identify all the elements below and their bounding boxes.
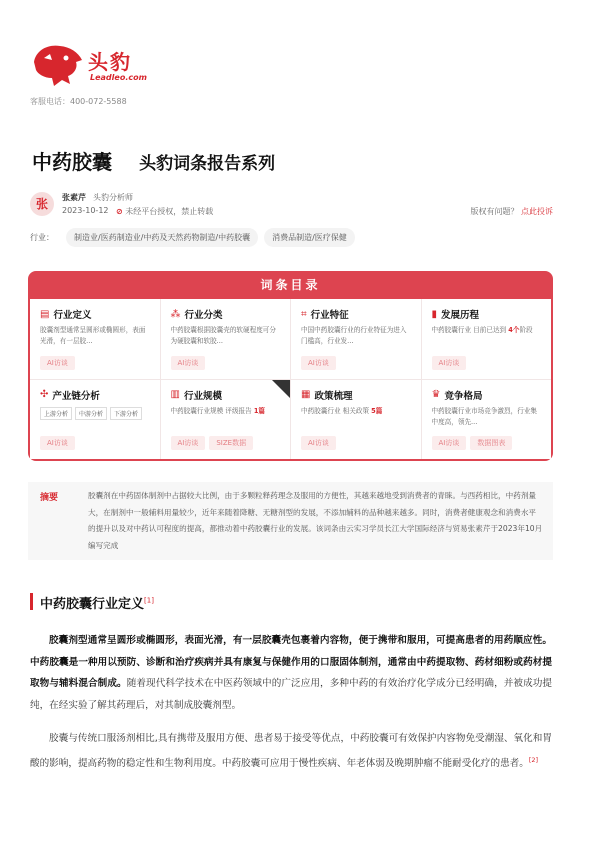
catalog-item-classification[interactable] bbox=[161, 299, 291, 379]
desc-text: 中药胶囊行业 目前已达到 bbox=[431, 326, 507, 334]
catalog-item-definition[interactable] bbox=[30, 299, 160, 379]
catalog-item-title: 发展历程 bbox=[441, 310, 480, 321]
catalog-item-history[interactable] bbox=[422, 299, 552, 379]
catalog-item-title: 行业定义 bbox=[53, 310, 92, 321]
size-data-tag[interactable]: SIZE数据 bbox=[209, 436, 253, 450]
ban-icon: ⊘ bbox=[116, 207, 123, 216]
catalog-item-desc: 中国中药胶囊行业的行业特征为进入门槛高，行业发... bbox=[301, 326, 407, 345]
catalog-item-title: 竞争格局 bbox=[444, 390, 483, 402]
catalog-grid bbox=[30, 299, 551, 459]
section-marker bbox=[30, 593, 33, 610]
desc-highlight: 4个 bbox=[508, 326, 520, 334]
desc-text: 中药胶囊行业规模 评级报告 bbox=[170, 406, 252, 415]
paragraph-text: 胶囊与传统口服汤剂相比,具有携带及服用方便、患者易于接受等优点，中药胶囊可有效保护内容物免受潮湿、氧化和胃酸的影响，提高药物的稳定性和生物利用度。中药胶囊可应用于慢性疾病、年老体弱及晚期肿瘤不能耐受化疗的患者。 bbox=[30, 733, 552, 769]
catalog-item-desc: 中药胶囊行业市场竞争激烈，行业集中度高，领先... bbox=[431, 406, 537, 426]
industry-tags bbox=[30, 228, 355, 247]
copy-notice bbox=[116, 206, 213, 217]
catalog-item-scale[interactable] bbox=[161, 380, 291, 460]
policy-icon: ▦ bbox=[301, 389, 311, 400]
catalog-item-desc: 中药胶囊根据胶囊壳的软硬程度可分为硬胶囊和软胶... bbox=[170, 326, 276, 345]
catalog-item-feature[interactable] bbox=[291, 299, 421, 379]
catalog-header bbox=[28, 271, 553, 299]
report-title: 中药胶囊 bbox=[32, 150, 112, 174]
catalog-item-desc bbox=[432, 325, 542, 347]
ai-interview-tag[interactable]: AI访谈 bbox=[171, 436, 206, 450]
corner-badge-icon bbox=[272, 380, 290, 398]
advantage-paragraph bbox=[30, 728, 552, 774]
ai-interview-tag[interactable]: AI访谈 bbox=[432, 356, 467, 370]
leopard-logo-icon bbox=[30, 40, 86, 88]
chain-icon: ✣ bbox=[40, 389, 49, 400]
catalog-panel bbox=[28, 271, 553, 461]
ai-interview-tag[interactable]: AI访谈 bbox=[40, 436, 75, 450]
ai-interview-tag[interactable]: AI访谈 bbox=[432, 436, 467, 450]
complaint-link[interactable]: 点此投诉 bbox=[521, 207, 553, 216]
ai-interview-tag[interactable]: AI访谈 bbox=[301, 436, 336, 450]
report-series: 头豹词条报告系列 bbox=[139, 154, 276, 174]
classify-icon: ⁂ bbox=[170, 308, 181, 320]
desc-highlight: 1篇 bbox=[253, 406, 266, 415]
competition-icon: ♛ bbox=[431, 389, 441, 400]
industry-tag[interactable]: 制造业/医药制造业/中药及天然药物制造/中药胶囊 bbox=[66, 228, 258, 247]
section-title bbox=[40, 593, 154, 612]
history-icon: ▮ bbox=[431, 308, 438, 320]
industry-tag[interactable]: 消费品制造/医疗保健 bbox=[264, 228, 355, 247]
desc-text: 阶段 bbox=[519, 326, 533, 334]
ai-interview-tag[interactable]: AI访谈 bbox=[171, 356, 206, 370]
author-name: 张素芹 bbox=[62, 193, 86, 202]
abstract-box bbox=[28, 482, 553, 560]
catalog-title: 词条目录 bbox=[260, 278, 321, 292]
catalog-item-title: 行业分类 bbox=[184, 310, 223, 321]
catalog-item-policy[interactable] bbox=[291, 380, 421, 460]
reference-link[interactable]: [2] bbox=[528, 755, 539, 764]
catalog-item-competition[interactable] bbox=[422, 380, 552, 460]
page-title bbox=[32, 146, 275, 175]
document-icon: ▤ bbox=[40, 308, 50, 320]
brand-name: 头豹 bbox=[88, 50, 132, 74]
author-role: 头豹分析师 bbox=[93, 193, 133, 202]
desc-highlight: 5篇 bbox=[371, 406, 383, 415]
scale-icon: ▥ bbox=[170, 389, 180, 400]
industry-label: 行业： bbox=[30, 233, 54, 242]
copy-notice-text: 未经平台授权，禁止转载 bbox=[125, 207, 214, 216]
upstream-tag[interactable]: 上游分析 bbox=[40, 407, 72, 420]
copyright-question bbox=[470, 206, 553, 217]
catalog-item-title: 行业特征 bbox=[310, 310, 349, 321]
brand-domain: Leadleo.com bbox=[90, 73, 147, 82]
publish-date: 2023-10-12 bbox=[62, 206, 109, 215]
downstream-tag[interactable]: 下游分析 bbox=[110, 407, 142, 420]
definition-paragraph bbox=[30, 630, 552, 716]
service-phone: 客服电话：400-072-5588 bbox=[30, 97, 127, 106]
catalog-item-title: 政策梳理 bbox=[314, 390, 353, 402]
ai-interview-tag[interactable]: AI访谈 bbox=[40, 356, 75, 370]
feature-icon: ⌗ bbox=[301, 308, 307, 320]
catalog-item-desc: 胶囊剂型通常呈圆形或椭圆形，表面光滑，有一层胶... bbox=[40, 326, 146, 345]
midstream-tag[interactable]: 中游分析 bbox=[75, 407, 107, 420]
paragraph-bold-text: 胶囊剂型通常呈圆形或椭圆形，表面光滑，有一层胶囊壳包裹着内容物，便于携带和服用，可提高患者的用药顺应性。中药胶囊是一种用以预防、诊断和治疗疾病并具有康复与保健作用的口服固体制剂，通常由中药提取物、药材细粉或药材提取物与辅料混合制成。 bbox=[30, 635, 552, 689]
catalog-item-title: 产业链分析 bbox=[52, 390, 100, 402]
leadleo-logo bbox=[30, 40, 160, 90]
desc-text: 中药胶囊行业 相关政策 bbox=[301, 406, 370, 415]
catalog-item-desc bbox=[301, 406, 411, 428]
paragraph-text: 随着现代科学技术在中医药领域中的广泛应用，多种中药的有效治疗化学成分已经明确，并被成功提纯，在经实验了解其药理后，对其制成胶囊剂型。 bbox=[30, 678, 553, 711]
abstract-text: 胶囊剂在中药固体制剂中占据较大比例，由于多颗粒释药理念及服用的方便性，其越来越地受到消费者的青睐。与西药相比，中药剂量大，在制剂中一般辅料用量较少，近年来随着降糖、无糖剂型的发展，不添加辅料的品种越来越多。同时，消费者健康观念和消费水平的提升以及对中药认可程度的提高，都推动着中药胶囊行业的发展。该词条由云实习学员长江大学国际经济与贸易张素芹于2023年10月编写完成 bbox=[88, 491, 543, 550]
section-title-text: 中药胶囊行业定义 bbox=[40, 597, 145, 612]
chart-data-tag[interactable]: 数据图表 bbox=[470, 436, 512, 450]
copyright-question-text: 版权有问题？ bbox=[470, 207, 519, 216]
avatar: 张 bbox=[30, 192, 54, 216]
catalog-item-desc bbox=[171, 406, 281, 428]
abstract-label: 摘要 bbox=[40, 493, 59, 503]
catalog-item-chain[interactable] bbox=[30, 380, 160, 460]
ai-interview-tag[interactable]: AI访谈 bbox=[301, 356, 336, 370]
catalog-item-title: 行业规模 bbox=[183, 390, 222, 402]
reference-link[interactable]: [1] bbox=[144, 596, 154, 605]
